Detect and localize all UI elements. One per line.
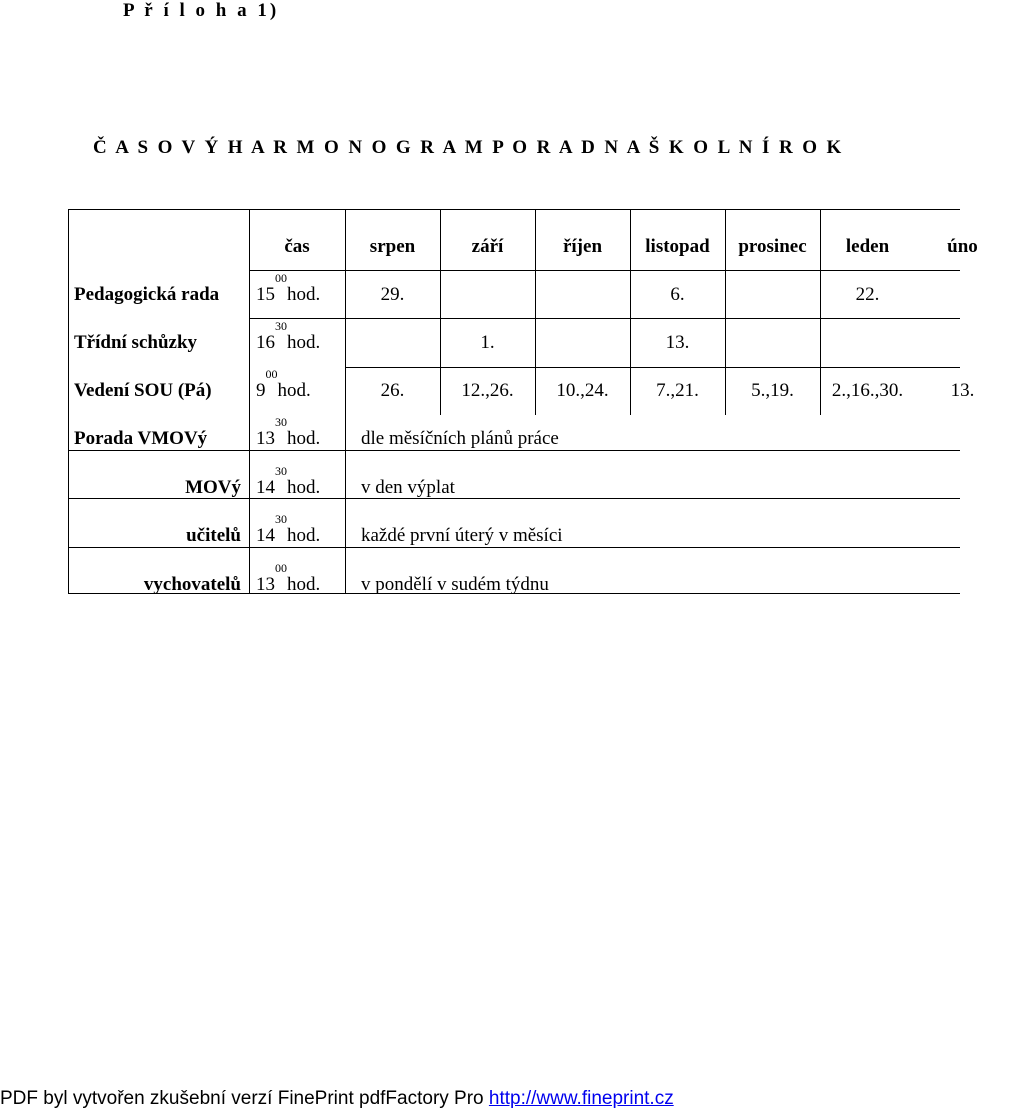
row-note: v pondělí v sudém týdnu (361, 574, 549, 595)
time-minutes: 00 (265, 367, 278, 381)
time-minutes: 30 (275, 512, 287, 526)
time-minutes: 30 (275, 415, 287, 429)
footer (0, 1088, 674, 1110)
time-cell (256, 367, 311, 402)
row-label: Pedagogická rada (74, 284, 220, 305)
date-cell: 1. (480, 332, 495, 353)
time-cell (256, 464, 321, 499)
row-label: Třídní schůzky (74, 332, 198, 353)
header-month-1: září (471, 236, 504, 257)
row-label: učitelů (186, 525, 241, 546)
header-rule (249, 270, 960, 271)
date-cell: 10.,24. (556, 380, 609, 401)
time-unit: hod. (287, 525, 321, 546)
row-note: v den výplat (361, 477, 455, 498)
row-note: dle měsíčních plánů práce (361, 428, 559, 449)
row-rule (68, 547, 960, 548)
footer-text: PDF byl vytvořen zkušební verzí FinePrint pdfFactory Pro (0, 1088, 489, 1109)
time-cell (256, 271, 321, 306)
time-cell (256, 561, 321, 596)
header-month-5: leden (845, 236, 890, 257)
row-note: každé první úterý v měsíci (361, 525, 563, 546)
time-hour: 16 (256, 332, 275, 353)
date-cell: 26. (380, 380, 405, 401)
time-cell (256, 415, 321, 450)
time-unit: hod. (287, 477, 321, 498)
header-month-0: srpen (369, 236, 416, 257)
time-cell (256, 319, 321, 354)
date-cell: 6. (670, 284, 685, 305)
row-label: vychovatelů (143, 574, 241, 595)
header-month-2: říjen (562, 236, 603, 257)
date-cell: 12.,26. (461, 380, 514, 401)
row-label: Vedení SOU (Pá) (74, 380, 212, 401)
time-hour: 13 (256, 574, 275, 595)
row-rule (345, 367, 960, 368)
footer-link[interactable]: http://www.fineprint.cz (488, 1088, 674, 1109)
time-unit: hod. (287, 284, 321, 305)
time-unit: hod. (287, 332, 321, 353)
table-border-left (68, 209, 69, 593)
time-hour: 15 (256, 284, 275, 305)
col-divider (249, 209, 250, 593)
time-hour: 14 (256, 477, 275, 498)
date-cell: 13. (665, 332, 690, 353)
header-month-3: listopad (645, 236, 710, 257)
row-rule (249, 318, 960, 319)
row-rule (68, 450, 960, 451)
row-label: Porada VMOVý (74, 428, 208, 449)
header-month-6: úno (947, 236, 978, 257)
time-hour: 9 (256, 380, 266, 401)
date-cell: 2.,16.,30. (831, 380, 904, 401)
time-unit: hod. (287, 574, 321, 595)
date-cell: 13. (950, 380, 975, 401)
time-minutes: 30 (275, 319, 287, 333)
time-unit: hod. (287, 428, 321, 449)
time-minutes: 30 (275, 464, 287, 478)
table-border-top (68, 209, 960, 210)
date-cell: 5.,19. (751, 380, 794, 401)
date-cell: 29. (380, 284, 405, 305)
document-title: Č A S O V Ý H A R M O N O G R A M P O R A D N A Š K O L N Í R O K (93, 137, 844, 158)
date-cell: 22. (855, 284, 880, 305)
header-time: čas (284, 236, 310, 257)
time-minutes: 00 (275, 271, 287, 285)
time-minutes: 00 (275, 561, 287, 575)
time-hour: 13 (256, 428, 275, 449)
time-unit: hod. (277, 380, 311, 401)
time-hour: 14 (256, 525, 275, 546)
date-cell: 7.,21. (656, 380, 699, 401)
header-month-4: prosinec (738, 236, 807, 257)
annex-label: P ř í l o h a 1) (123, 0, 280, 21)
time-cell (256, 512, 321, 547)
row-label: MOVý (185, 477, 241, 498)
